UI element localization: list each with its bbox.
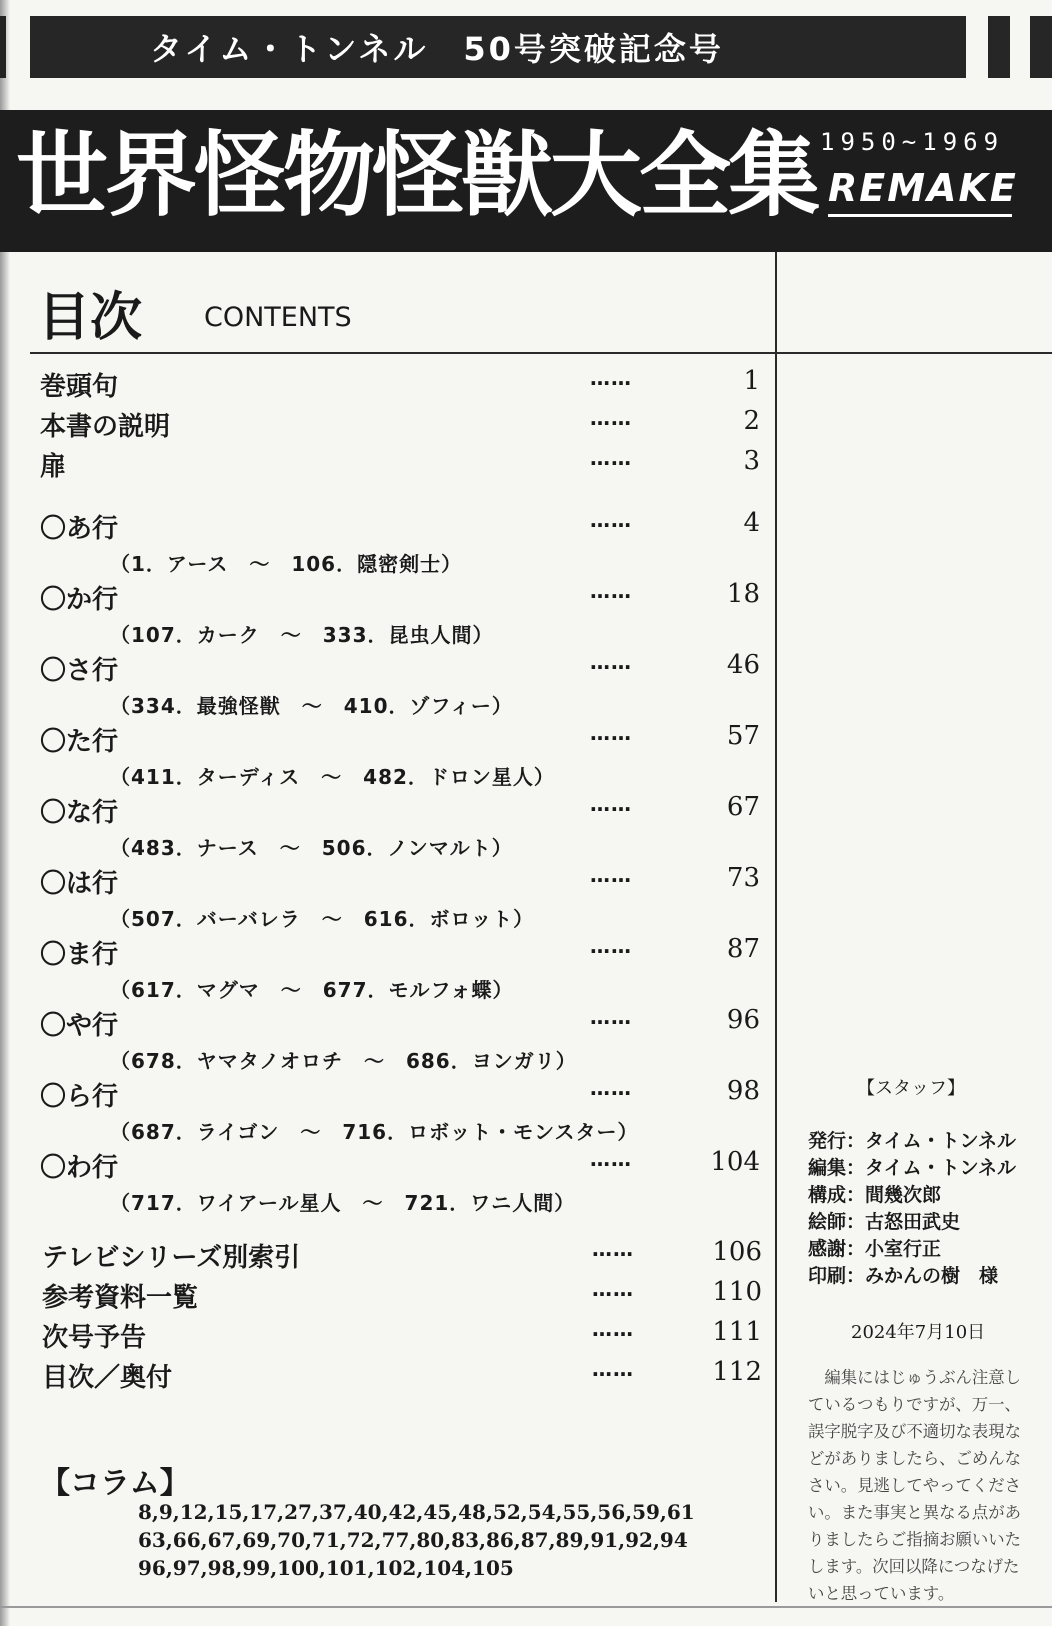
staff-credit: 印刷：みかんの樹 様 xyxy=(808,1265,999,1287)
top-banner-title: タイム・トンネル 50号突破記念号 xyxy=(150,30,724,68)
contents-heading-en: CONTENTS xyxy=(204,302,352,333)
toc-entry-title: 巻頭句 xyxy=(40,372,119,402)
toc-entry-range: （678．ヤマタノオロチ ～ 686．ヨンガリ） xyxy=(110,1049,577,1073)
disclaimer-line: 編集にはじゅうぶん注意し xyxy=(808,1368,1022,1387)
toc-leader-dots: …… xyxy=(590,446,632,470)
toc-leader-dots: …… xyxy=(590,579,632,603)
toc-entry-title: 〇た行 xyxy=(40,727,119,757)
toc-entry-title: 〇わ行 xyxy=(40,1153,119,1183)
toc-page-number: 87 xyxy=(726,934,760,964)
toc-entry-title: 〇ら行 xyxy=(40,1082,119,1112)
year-range: 1950~1969 xyxy=(820,128,1005,156)
toc-page-number: 96 xyxy=(726,1005,760,1035)
toc-entry xyxy=(40,934,760,1002)
toc-entry xyxy=(40,508,760,576)
toc-entry-range: （483．ナース ～ 506．ノンマルト） xyxy=(110,836,513,860)
toc-entry-range: （687．ライゴン ～ 716．ロボット・モンスター） xyxy=(110,1120,639,1144)
toc-entry-title: 〇ま行 xyxy=(40,940,119,970)
toc-leader-dots: …… xyxy=(590,863,632,887)
toc-entry-title: 本書の説明 xyxy=(40,412,171,442)
toc-leader-dots: …… xyxy=(592,1237,634,1261)
toc-entry-title: 目次／奥付 xyxy=(42,1363,173,1393)
disclaimer-line: りましたらご指摘お願いいた xyxy=(808,1530,1022,1549)
toc-entry xyxy=(42,1277,762,1317)
remake-label: REMAKE xyxy=(828,166,1018,210)
toc-page-number: 1 xyxy=(743,366,760,396)
toc-leader-dots: …… xyxy=(592,1317,634,1341)
toc-entry-title: 参考資料一覧 xyxy=(42,1283,199,1313)
staff-credit: 構成：間幾次郎 xyxy=(808,1184,942,1206)
staff-credit: 編集：タイム・トンネル xyxy=(808,1157,1017,1179)
toc-page-number: 18 xyxy=(726,579,760,609)
toc-leader-dots: …… xyxy=(592,1277,634,1301)
disclaimer-text xyxy=(808,1364,1046,1607)
disclaimer-line: どがありましたら、ごめんな xyxy=(808,1449,1022,1468)
toc-leader-dots: …… xyxy=(590,934,632,958)
toc-leader-dots: …… xyxy=(590,1005,632,1029)
toc-page-number: 106 xyxy=(712,1237,762,1267)
disclaimer-line: します。次回以降につなげた xyxy=(808,1557,1020,1576)
toc-page-number: 98 xyxy=(726,1076,760,1106)
toc-entry-title: 扉 xyxy=(40,452,67,482)
toc-entry xyxy=(42,1317,762,1357)
toc-entry-title: 次号予告 xyxy=(42,1323,147,1353)
staff-heading: 【スタッフ】 xyxy=(857,1078,965,1099)
contents-heading-jp: 目次 xyxy=(38,288,143,348)
toc-entry xyxy=(40,1005,760,1073)
toc-page-number: 3 xyxy=(743,446,760,476)
toc-entry xyxy=(40,579,760,647)
toc-entry-title: 〇さ行 xyxy=(40,656,119,686)
toc-entry-title: 〇あ行 xyxy=(40,514,119,544)
toc-leader-dots: …… xyxy=(590,721,632,745)
toc-page-number: 67 xyxy=(726,792,760,822)
toc-page-number: 111 xyxy=(712,1317,762,1347)
toc-leader-dots: …… xyxy=(590,650,632,674)
toc-entry xyxy=(40,366,760,406)
disclaimer-line: さい。見逃してやってくださ xyxy=(808,1476,1022,1495)
toc-entry-range: （507．バーバレラ ～ 616．ボロット） xyxy=(110,907,535,931)
toc-page-number: 112 xyxy=(712,1357,762,1387)
disclaimer-line: いと思っています。 xyxy=(808,1584,955,1603)
toc-page-number: 46 xyxy=(726,650,760,680)
toc-leader-dots: …… xyxy=(590,792,632,816)
toc-entry-title: 〇か行 xyxy=(40,585,119,615)
toc-entry xyxy=(40,1147,760,1215)
toc-entry xyxy=(40,792,760,860)
toc-page-number: 2 xyxy=(743,406,760,436)
toc-leader-dots: …… xyxy=(592,1357,634,1381)
top-banner-bar xyxy=(1030,16,1052,78)
column-heading: 【コラム】 xyxy=(40,1466,190,1501)
disclaimer-line: い。また事実と異なる点があ xyxy=(808,1503,1022,1522)
toc-leader-dots: …… xyxy=(590,1076,632,1100)
toc-entry-range: （717．ワイアール星人 ～ 721．ワニ人間） xyxy=(110,1191,576,1215)
staff-credit: 絵師：古怒田武史 xyxy=(808,1211,961,1233)
toc-leader-dots: …… xyxy=(590,406,632,430)
toc-page-number: 73 xyxy=(726,863,760,893)
staff-credit: 感謝：小室行正 xyxy=(808,1238,942,1260)
book-title: 世界怪物怪獣大全集 xyxy=(16,122,818,229)
remake-underline xyxy=(828,214,1012,217)
toc-entry-title: テレビシリーズ別索引 xyxy=(42,1243,301,1273)
toc-entry-range: （1．アース ～ 106．隠密剣士） xyxy=(110,552,463,576)
disclaimer-line: 誤字脱字及び不適切な表現な xyxy=(808,1422,1022,1441)
toc-entry-title: 〇は行 xyxy=(40,869,119,899)
top-banner-bar xyxy=(988,16,1010,78)
column-pages-line: 96,97,98,99,100,101,102,104,105 xyxy=(138,1556,514,1580)
toc-entry-title: 〇や行 xyxy=(40,1011,119,1041)
publish-date: 2024年7月10日 xyxy=(851,1322,986,1343)
toc-entry-range: （334．最強怪獣 ～ 410．ゾフィー） xyxy=(110,694,513,718)
toc-entry-range: （617．マグマ ～ 677．モルフォ蝶） xyxy=(110,978,514,1002)
toc-entry xyxy=(42,1357,762,1397)
toc-entry-range: （107．カーク ～ 333．昆虫人間） xyxy=(110,623,494,647)
toc-page-number: 110 xyxy=(712,1277,762,1307)
spine-mark xyxy=(0,16,6,78)
toc-entry-title: 〇な行 xyxy=(40,798,119,828)
staff-credit: 発行：タイム・トンネル xyxy=(808,1130,1017,1152)
toc-page-number: 57 xyxy=(726,721,760,751)
toc-entry xyxy=(40,406,760,446)
toc-entry xyxy=(40,721,760,789)
toc-leader-dots: …… xyxy=(590,1147,632,1171)
toc-entry xyxy=(40,1076,760,1144)
disclaimer-line: ているつもりですが、万一、 xyxy=(808,1395,1021,1414)
toc-entry-range: （411．ターディス ～ 482．ドロン星人） xyxy=(110,765,555,789)
toc-entry xyxy=(42,1237,762,1277)
toc-page-number: 4 xyxy=(743,508,760,538)
column-pages-line: 8,9,12,15,17,27,37,40,42,45,48,52,54,55,56,59,61 xyxy=(138,1500,695,1524)
header-divider xyxy=(30,352,1052,354)
toc-entry xyxy=(40,863,760,931)
toc-page-number: 104 xyxy=(710,1147,760,1177)
column-pages-line: 63,66,67,69,70,71,72,77,80,83,86,87,89,91,92,94 xyxy=(138,1528,688,1552)
column-divider xyxy=(775,252,777,1602)
toc-entry xyxy=(40,446,760,486)
toc-entry xyxy=(40,650,760,718)
toc-leader-dots: …… xyxy=(590,508,632,532)
toc-leader-dots: …… xyxy=(590,366,632,390)
